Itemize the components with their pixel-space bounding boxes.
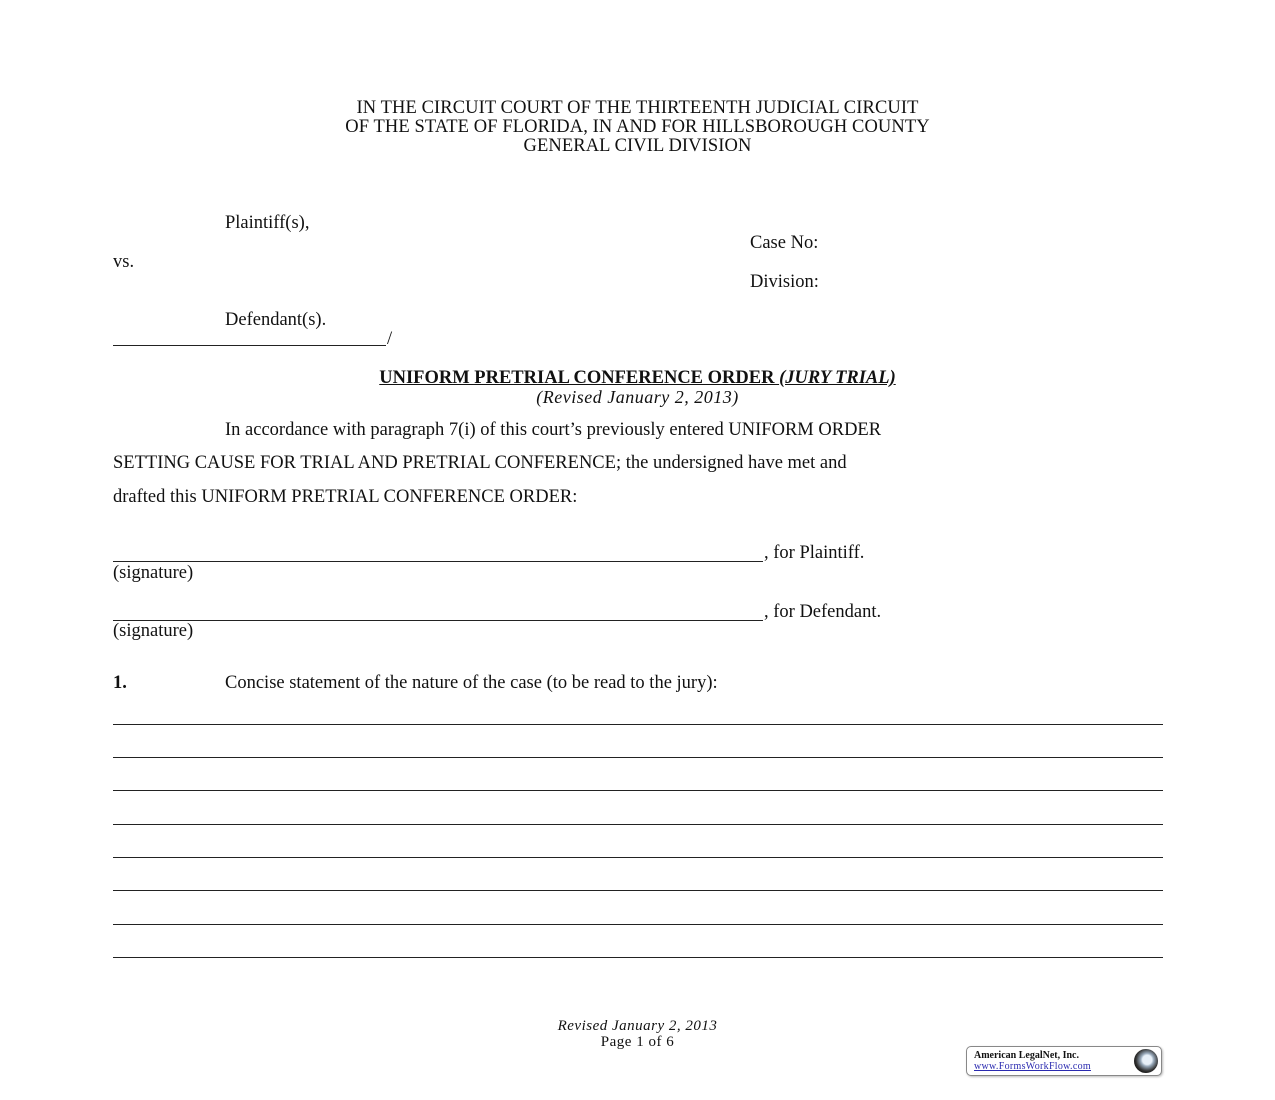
intro-line-2: SETTING CAUSE FOR TRIAL AND PRETRIAL CONFERENCE; the undersigned have met and (113, 453, 847, 473)
section-1-heading: Concise statement of the nature of the case (to be read to the jury): (225, 673, 718, 693)
versus-label: vs. (113, 252, 135, 272)
answer-line-1[interactable] (113, 724, 1163, 725)
section-1-number: 1. (113, 673, 127, 693)
case-number-label: Case No: (750, 233, 819, 253)
plaintiff-signature-caption: (signature) (113, 563, 194, 583)
defendant-signature-line[interactable] (113, 620, 763, 621)
answer-line-8[interactable] (113, 957, 1163, 958)
court-heading-line-2: OF THE STATE OF FLORIDA, IN AND FOR HILLSBOROUGH COUNTY (345, 117, 930, 137)
footer-page-number: Page 1 of 6 (600, 1034, 675, 1050)
order-revised-date: (Revised January 2, 2013) (536, 387, 739, 407)
answer-line-5[interactable] (113, 857, 1163, 858)
globe-logo-icon (1134, 1049, 1158, 1073)
answer-line-3[interactable] (113, 790, 1163, 791)
vendor-name: American LegalNet, Inc. (974, 1050, 1079, 1061)
vendor-badge[interactable] (966, 1046, 1162, 1076)
plaintiff-signature-line[interactable] (113, 561, 763, 562)
defendant-signature-suffix: , for Defendant. (764, 602, 882, 622)
defendant-signature-caption: (signature) (113, 621, 194, 641)
vendor-url-link[interactable]: www.FormsWorkFlow.com (974, 1061, 1091, 1072)
court-heading-line-1: IN THE CIRCUIT COURT OF THE THIRTEENTH JUDICIAL CIRCUIT (356, 98, 919, 118)
answer-line-4[interactable] (113, 824, 1163, 825)
division-label: Division: (750, 272, 819, 292)
order-title (0, 368, 1275, 389)
caption-underline (113, 345, 386, 346)
plaintiff-label: Plaintiff(s), (225, 213, 310, 233)
order-title-main: UNIFORM PRETRIAL CONFERENCE ORDER (379, 368, 780, 388)
defendant-label: Defendant(s). (225, 310, 327, 330)
court-heading-line-3: GENERAL CIVIL DIVISION (523, 136, 752, 156)
intro-line-3: drafted this UNIFORM PRETRIAL CONFERENCE ORDER: (113, 487, 578, 507)
order-title-qualifier: (JURY TRIAL) (779, 368, 896, 388)
plaintiff-signature-suffix: , for Plaintiff. (764, 543, 865, 563)
answer-line-2[interactable] (113, 757, 1163, 758)
answer-line-6[interactable] (113, 890, 1163, 891)
intro-line-1: In accordance with paragraph 7(i) of this court’s previously entered UNIFORM ORDER (225, 420, 882, 440)
footer-revised: Revised January 2, 2013 (557, 1018, 718, 1034)
answer-line-7[interactable] (113, 924, 1163, 925)
caption-slash: / (387, 329, 393, 349)
